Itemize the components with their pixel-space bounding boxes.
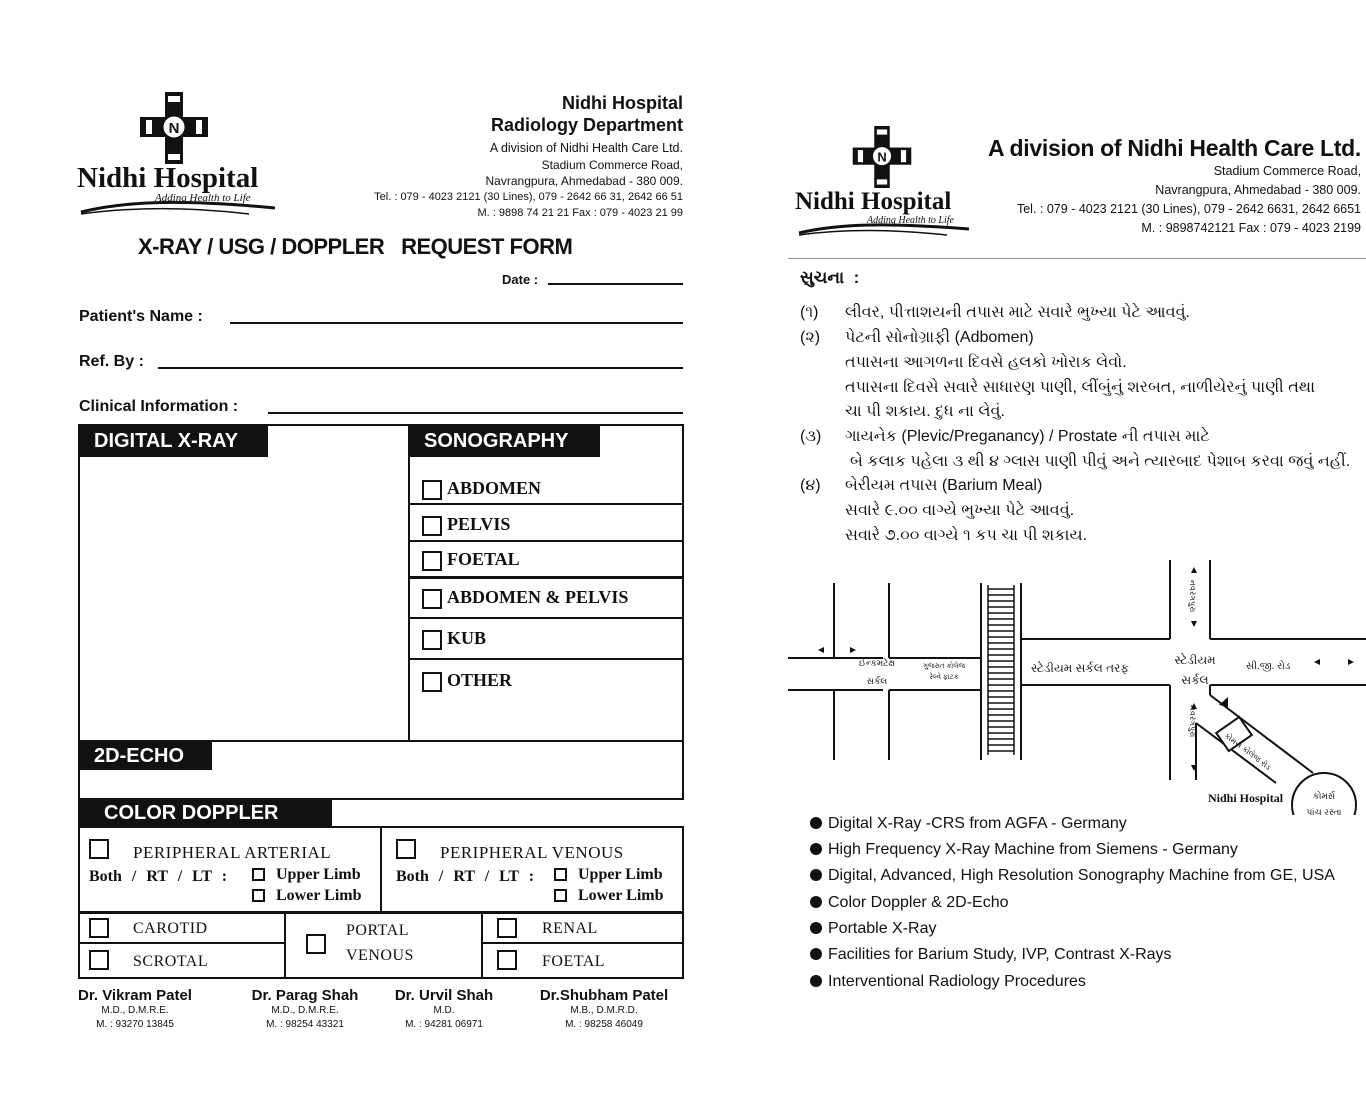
map-label-gujarat-college — [914, 661, 974, 683]
map-label-line: કોમર્સ — [1312, 791, 1336, 801]
doctor-degree: M.B., D.M.R.D. — [570, 1005, 638, 1016]
notice-number: (૧) — [800, 304, 819, 321]
map-label-line: રેલ્વે ફાટક — [929, 674, 959, 681]
notice-line: તપાસના આગળના દિવસે હલકો ખોરાક લેવો. — [845, 354, 1127, 371]
notice-line: પેટની સોનોગ્રાફી (Adbomen) — [845, 329, 1034, 346]
portal-label: PORTAL — [346, 922, 409, 939]
option-label: PELVIS — [447, 514, 511, 534]
ref-by-label: Ref. By : — [79, 353, 144, 370]
arterial-lower-label: Lower Limb — [276, 887, 362, 904]
venous-word-label: VENOUS — [346, 947, 414, 964]
division-title: A division of Nidhi Health Care Ltd. — [988, 135, 1361, 161]
doctor-mobile: M. : 94281 06971 — [405, 1019, 483, 1030]
notice-line: બે કલાક પહેલા ૩ થી ૪ ગ્લાસ પાણી પીવું અને ત્યારબાદ પેશાબ કરવા જવું નહીં. — [850, 453, 1351, 470]
doctor-degree: M.D., D.M.R.E. — [271, 1005, 339, 1016]
map-label-line: ગુજરાત કોલેજ — [922, 663, 966, 670]
color-doppler-header: COLOR DOPPLER — [78, 800, 332, 826]
notice-line: તપાસના દિવસે સવારે સાધારણ પાણી, લીંબુંનું શરબત, નાળીયેરનું પાણી તથા — [845, 379, 1316, 396]
checkbox[interactable] — [422, 630, 442, 650]
doctor-mobile: M. : 98254 43321 — [266, 1019, 344, 1030]
echo-header: 2D-ECHO — [80, 742, 212, 770]
portal-venous-checkbox[interactable] — [306, 934, 326, 954]
venous-upper-checkbox[interactable] — [554, 868, 567, 881]
facility-item: Digital X-Ray -CRS from AGFA - Germany — [810, 815, 1127, 833]
doctor-1 — [72, 987, 198, 1031]
map-label-line: સ્ટેડીયમ — [1174, 653, 1216, 667]
venous-label: PERIPHERAL VENOUS — [440, 843, 624, 862]
checkbox[interactable] — [422, 672, 442, 692]
telephone-text: Tel. : 079 - 4023 2121 (30 Lines), 079 - 2642 6631, 2642 6651 — [1016, 202, 1361, 216]
logo-name: Nidhi Hospital — [795, 188, 952, 215]
map-label-incometax — [852, 657, 902, 688]
date-field[interactable] — [548, 283, 683, 285]
form-title: X-RAY / USG / DOPPLER REQUEST FORM — [138, 234, 573, 259]
checkbox[interactable] — [422, 589, 442, 609]
notice-line: ચા પી શકાય. દુધ ના લેવું. — [845, 403, 1005, 420]
arterial-lower-checkbox[interactable] — [252, 889, 265, 902]
notice-line: સવારે ૭.૦૦ વાગ્યે ૧ કપ ચા પી શકાય. — [845, 527, 1088, 544]
doctor-mobile: M. : 93270 13845 — [96, 1019, 174, 1030]
scrotal-checkbox[interactable] — [89, 950, 109, 970]
arterial-upper-label: Upper Limb — [276, 866, 361, 883]
mobile-fax-text: M. : 9898742121 Fax : 079 - 4023 2199 — [1141, 221, 1361, 235]
address-line-2: Navrangpura, Ahmedabad - 380 009. — [1155, 183, 1361, 197]
ref-by-field[interactable] — [158, 367, 683, 369]
map-label-stadium-road: સ્ટેડીયમ સર્કલ તરફ — [1031, 661, 1129, 675]
doctor-name: Dr.Shubham Patel — [539, 987, 669, 1004]
notice-line: બેરીયમ તપાસ (Barium Meal) — [845, 477, 1043, 494]
notice-title: સુચના : — [800, 268, 860, 287]
renal-label: RENAL — [542, 920, 598, 937]
doctor-name: Dr. Parag Shah — [251, 987, 359, 1004]
doctor-2 — [242, 987, 368, 1031]
doctor-4 — [533, 987, 675, 1031]
scrotal-label: SCROTAL — [133, 953, 209, 970]
arterial-upper-checkbox[interactable] — [252, 868, 265, 881]
doctor-name: Dr. Urvil Shah — [394, 987, 494, 1004]
map-label-line: ઈન્કમટેક્ષ — [859, 658, 895, 668]
logo-mark-letter: N — [877, 149, 887, 165]
clinical-info-field[interactable] — [268, 412, 683, 414]
arterial-side-label: Both / RT / LT : — [89, 868, 228, 885]
checkbox[interactable] — [422, 516, 442, 536]
mobile-fax-text: M. : 9898 74 21 21 Fax : 079 - 4023 21 99 — [477, 207, 683, 219]
hospital-logo-right — [795, 126, 975, 242]
right-header — [988, 134, 1361, 238]
checkbox[interactable] — [422, 480, 442, 500]
venous-lower-checkbox[interactable] — [554, 889, 567, 902]
facility-item: Interventional Radiology Procedures — [810, 973, 1086, 991]
left-header — [374, 92, 683, 221]
map-label-commerce-road: કોમર્સ કોલેજ રોડ — [1222, 731, 1273, 772]
renal-checkbox[interactable] — [497, 918, 517, 938]
map-label-hospital: Nidhi Hospital — [1208, 791, 1284, 805]
foetal-doppler-checkbox[interactable] — [497, 950, 517, 970]
logo-swoosh-icon — [797, 221, 973, 237]
option-label: KUB — [447, 628, 487, 648]
carotid-label: CAROTID — [133, 920, 208, 937]
doppler-vertical-divider — [380, 826, 382, 912]
patient-name-label: Patient's Name : — [79, 308, 203, 325]
notice-line: ગાયનેક (Plevic/Preganancy) / Prostate ની તપાસ માટે — [845, 428, 1210, 445]
doctor-mobile: M. : 98258 46049 — [565, 1019, 643, 1030]
option-label: FOETAL — [447, 549, 520, 569]
notice-line: સવારે ૯.૦૦ વાગ્યે ભુખ્યા પેટે આવવું. — [845, 502, 1075, 519]
hospital-title: Nidhi Hospital — [562, 93, 683, 113]
clinical-info-label: Clinical Information : — [79, 398, 239, 415]
venous-checkbox[interactable] — [396, 839, 416, 859]
facility-item: Digital, Advanced, High Resolution Sonography Machine from GE, USA — [810, 867, 1335, 885]
address-line-2: Navrangpura, Ahmedabad - 380 009. — [485, 174, 683, 188]
map-label-commerce-circle — [1296, 788, 1352, 820]
map-label-navrangpura — [1187, 580, 1197, 612]
logo-mark-letter: N — [168, 120, 180, 137]
arterial-label: PERIPHERAL ARTERIAL — [133, 843, 332, 862]
xray-request-area[interactable] — [80, 458, 407, 740]
logo-tagline: Adding Health to Life — [867, 215, 954, 226]
patient-name-field[interactable] — [230, 322, 683, 324]
map-label-line: નવરંગપુરા — [1188, 580, 1197, 613]
option-label: ABDOMEN & PELVIS — [447, 587, 629, 607]
arterial-checkbox[interactable] — [89, 839, 109, 859]
cross-n-logo-icon — [140, 92, 208, 164]
map-label-line: નવરંગપુરા — [1188, 705, 1197, 738]
doppler-horizontal-divider — [78, 911, 684, 914]
facility-item: High Frequency X-Ray Machine from Siemens - Germany — [810, 841, 1238, 859]
notice-line: લીવર, પીત્તાશયની તપાસ માટે સવારે ભુખ્યા પેટે આવવું. — [845, 304, 1191, 321]
map-label-navrangpura-lower — [1187, 705, 1197, 737]
division-text: A division of Nidhi Health Care Ltd. — [489, 141, 683, 155]
facility-item: Facilities for Barium Study, IVP, Contrast X-Rays — [810, 946, 1172, 964]
doctor-degree: M.D., D.M.R.E. — [101, 1005, 169, 1016]
address-line-1: Stadium Commerce Road, — [1213, 164, 1361, 178]
venous-lower-label: Lower Limb — [578, 887, 664, 904]
venous-upper-label: Upper Limb — [578, 866, 663, 883]
address-line-1: Stadium Commerce Road, — [541, 158, 683, 172]
doctor-3 — [388, 987, 500, 1031]
option-label: ABDOMEN — [447, 478, 541, 498]
digital-xray-header: DIGITAL X-RAY — [80, 426, 268, 457]
foetal-doppler-label: FOETAL — [542, 953, 606, 970]
logo-swoosh-icon — [79, 198, 279, 216]
sonography-column-divider — [408, 426, 410, 742]
option-label: OTHER — [447, 670, 513, 690]
facility-item: Portable X-Ray — [810, 920, 937, 938]
map-label-line: સર્કલ — [866, 676, 888, 686]
telephone-text: Tel. : 079 - 4023 2121 (30 Lines), 079 - 2642 66 31, 2642 66 51 — [374, 191, 683, 203]
sonography-header: SONOGRAPHY — [410, 426, 600, 457]
notice-number: (૪) — [800, 477, 821, 494]
venous-side-label: Both / RT / LT : — [396, 868, 535, 885]
hospital-logo — [75, 92, 275, 217]
logo-tagline: Adding Health to Life — [155, 192, 251, 204]
map-label-cg-road: સી.જી. રોડ — [1246, 661, 1291, 672]
echo-request-area[interactable] — [214, 744, 680, 796]
doctor-degree: M.D. — [433, 1005, 455, 1016]
notice-number: (૩) — [800, 428, 822, 445]
map-label-line: સર્કલ — [1181, 673, 1209, 687]
checkbox[interactable] — [422, 551, 442, 571]
cross-n-logo-icon — [851, 126, 913, 188]
doctor-name: Dr. Vikram Patel — [78, 987, 192, 1004]
department-title: Radiology Department — [490, 115, 683, 135]
date-label: Date : — [502, 272, 539, 287]
facility-item: Color Doppler & 2D-Echo — [810, 894, 1009, 912]
map-label-stadium-circle — [1168, 650, 1222, 690]
notice-number: (૨) — [800, 329, 821, 346]
header-divider — [788, 258, 1366, 259]
location-map — [788, 555, 1366, 815]
carotid-checkbox[interactable] — [89, 918, 109, 938]
logo-name: Nidhi Hospital — [77, 162, 259, 194]
map-label-line: પાંચ રસ્તા — [1306, 807, 1342, 817]
